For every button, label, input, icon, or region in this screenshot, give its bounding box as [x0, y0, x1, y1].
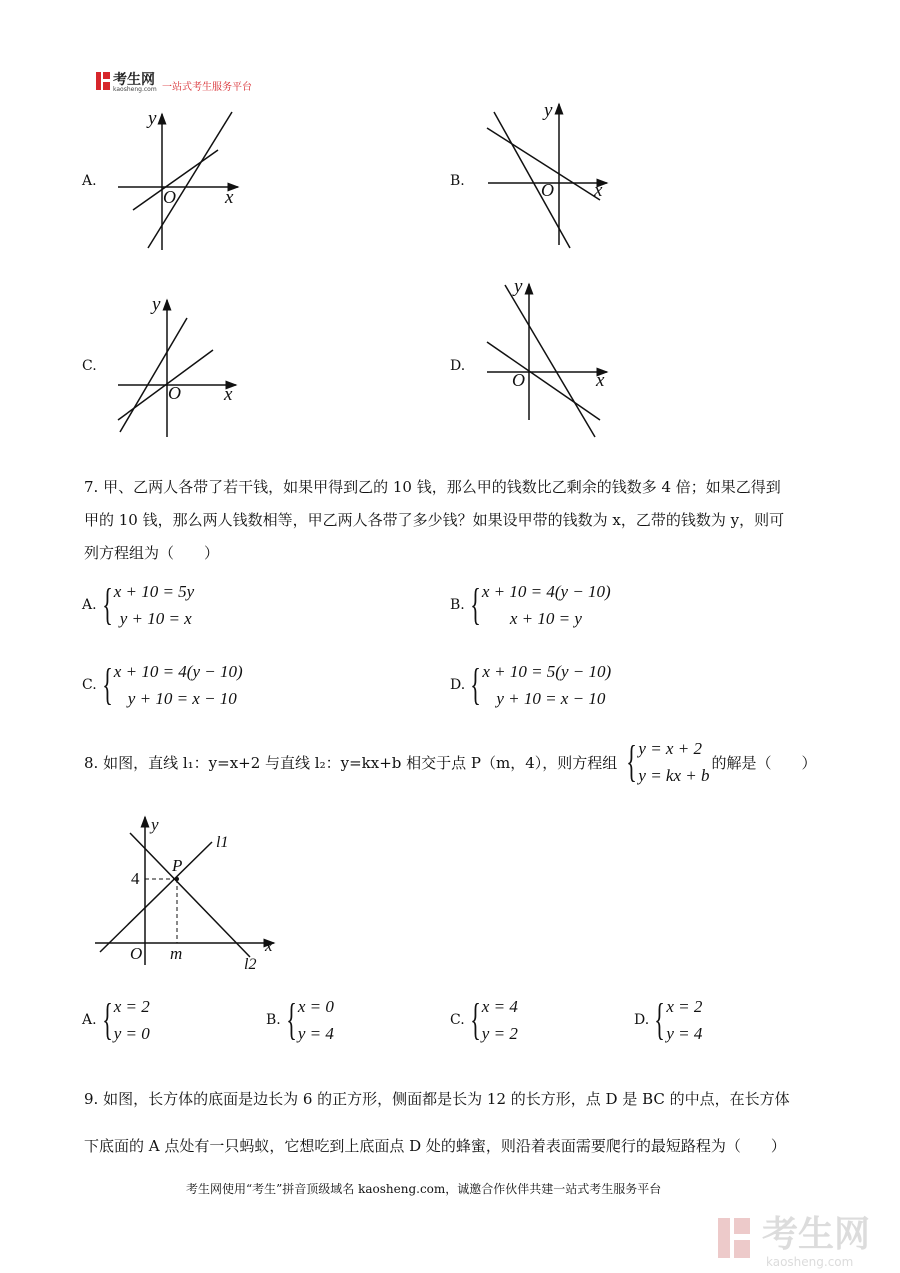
option-label: C.: [82, 677, 97, 693]
q9-line-1: 9. 如图，长方体的底面是边长为 6 的正方形，侧面都是长为 12 的长方形，点 D 是 BC 的中点，在长方体: [84, 1090, 790, 1108]
q8-text: 8. 如图，直线 l₁：y=x+2 与直线 l₂：y=kx+b 相交于点 P（m，4），则方程组: [84, 753, 618, 772]
q6-option-a-label: A.: [82, 173, 97, 189]
graph-b: [487, 104, 607, 248]
option-label: A.: [82, 597, 97, 613]
q6-option-c-label: C.: [82, 358, 97, 374]
equation: x = 2: [113, 997, 150, 1016]
q8-stem: [84, 735, 817, 789]
equation: y = 0: [113, 1024, 150, 1043]
footer-text: 考生网使用“考生”拼音顶级域名 kaosheng.com，诚邀合作伙伴共建一站式考生服务平台: [186, 1182, 662, 1196]
fig-label-l2: l2: [244, 956, 257, 973]
watermark-logo-icon: [718, 1218, 754, 1258]
fig-label-p: P: [172, 856, 183, 875]
equation: x + 10 = 5y: [113, 582, 195, 601]
brace: {: [101, 580, 113, 629]
fig-label-4: 4: [131, 869, 140, 888]
axis-label-x: x: [596, 370, 605, 391]
axis-label-y: y: [148, 108, 157, 129]
equation: y + 10 = x: [119, 609, 192, 628]
origin-label: O: [168, 383, 181, 403]
equation: x = 2: [666, 997, 703, 1016]
option-label: B.: [450, 597, 465, 613]
equation: x + 10 = 4(y − 10): [481, 582, 611, 601]
origin-label: O: [163, 187, 176, 207]
option-label: C.: [450, 1012, 465, 1028]
equation: x + 10 = 5(y − 10): [482, 662, 612, 681]
q8-option-d[interactable]: [634, 993, 702, 1047]
brace: {: [286, 995, 297, 1044]
equation: x = 4: [481, 997, 518, 1016]
axis-label-y: y: [544, 100, 553, 121]
equation: y = 2: [481, 1024, 518, 1043]
fig-label-x: x: [265, 936, 273, 955]
brace: {: [470, 580, 481, 629]
q8-option-c[interactable]: [450, 993, 518, 1047]
watermark-text: 考生网: [762, 1214, 871, 1255]
fig-label-y: y: [151, 815, 159, 834]
q8-system: [621, 735, 709, 789]
logo-text: 考生网: [113, 72, 155, 88]
option-label: D.: [450, 677, 466, 693]
brace: {: [654, 995, 666, 1044]
equation: y = kx + b: [638, 766, 710, 785]
q6-option-b-label: B.: [450, 173, 465, 189]
equation: y = x + 2: [638, 739, 702, 758]
option-label: B.: [266, 1012, 281, 1028]
q6-option-d-label: D.: [450, 358, 466, 374]
brace: {: [470, 660, 482, 709]
logo-sub: kaosheng.com: [113, 86, 157, 93]
watermark-sub: kaosheng.com: [766, 1255, 854, 1269]
axis-label-x: x: [224, 384, 233, 405]
fig-label-origin: O: [130, 944, 143, 963]
q7-line-3: 列方程组为（ ）: [84, 544, 220, 562]
brace: {: [469, 995, 481, 1044]
axis-label-x: x: [225, 187, 234, 208]
q7-option-b[interactable]: [450, 578, 611, 632]
q7-option-a[interactable]: [82, 578, 194, 632]
q8-option-a[interactable]: [82, 993, 150, 1047]
q8-text-end: 的解是（ ）: [711, 753, 817, 772]
q7-option-d[interactable]: [450, 658, 611, 712]
brace: {: [101, 995, 113, 1044]
axis-label-y: y: [152, 294, 161, 315]
equation: y + 10 = x − 10: [496, 689, 606, 708]
equation: y = 4: [297, 1024, 334, 1043]
q7-line-1: 7. 甲、乙两人各带了若干钱，如果甲得到乙的 10 钱，那么甲的钱数比乙剩余的钱数多 4 倍；如果乙得到: [84, 478, 781, 496]
graph-d: [487, 284, 607, 437]
q8-option-b[interactable]: [266, 993, 334, 1047]
fig-label-l1: l1: [216, 834, 229, 851]
graph-a: [118, 112, 238, 250]
fig-label-m: m: [170, 944, 183, 963]
q7-line-2: 甲的 10 钱，那么两人钱数相等，甲乙两人各带了多少钱？如果设甲带的钱数为 x，乙带的钱数为 y，则可: [84, 511, 785, 529]
equation: y + 10 = x − 10: [127, 689, 237, 708]
equation: x + 10 = 4(y − 10): [113, 662, 243, 681]
brace: {: [626, 737, 638, 786]
q9-line-2: 下底面的 A 点处有一只蚂蚁，它想吃到上底面点 D 处的蜂蜜，则沿着表面需要爬行的最短路程为（ ）: [84, 1137, 786, 1155]
equation: x = 0: [297, 997, 334, 1016]
origin-label: O: [512, 370, 525, 390]
option-label: D.: [634, 1012, 650, 1028]
brace: {: [101, 660, 113, 709]
option-label: A.: [82, 1012, 97, 1028]
equation: x + 10 = y: [509, 609, 582, 628]
q8-figure: [95, 817, 274, 965]
axis-label-y: y: [514, 276, 523, 297]
axis-label-x: x: [594, 180, 603, 201]
equation: y = 4: [666, 1024, 703, 1043]
origin-label: O: [541, 180, 554, 200]
graph-c: [118, 300, 236, 437]
header-slogan: 一站式考生服务平台: [162, 82, 252, 93]
q7-option-c[interactable]: [82, 658, 243, 712]
